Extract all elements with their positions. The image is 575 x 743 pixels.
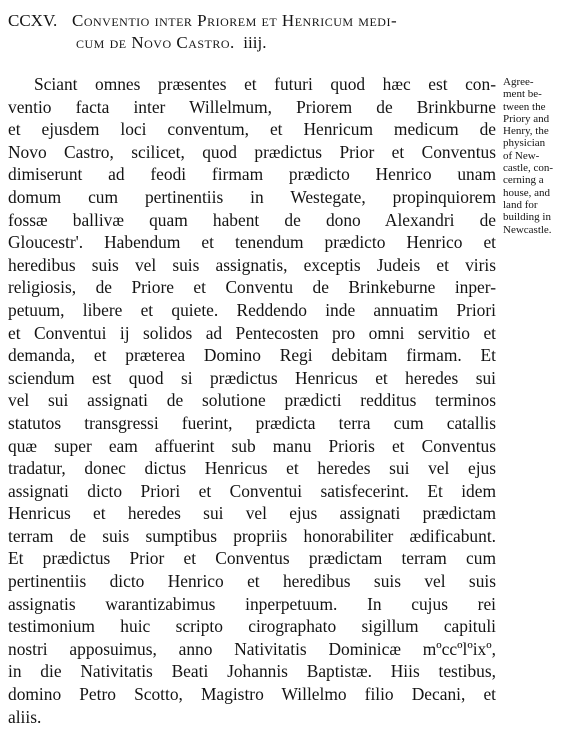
body-line: assignati dicto Priori et Conventui satisfecerint. Et idem bbox=[8, 480, 496, 501]
body-line: sciendum est quod si prædictus Henricus et heredes sui bbox=[8, 367, 496, 388]
sidenote-line: Priory and bbox=[503, 112, 550, 125]
body-line: statutos transgressi fuerint, prædicta terra cum catallis bbox=[8, 412, 496, 433]
body-line: Henricus et heredes sui vel ejus assignati prædictam bbox=[8, 503, 496, 524]
charter-title-line-1: Conventio inter Priorem et Henricum medi- bbox=[72, 11, 398, 30]
body-line: tradatur, donec dictus Henricus et heredes sui vel ejus bbox=[8, 458, 496, 479]
body-line: Gloucestr'. Habendum et tenendum prædicto Henrico et bbox=[8, 232, 496, 253]
body-line: Novo Castro, scilicet, quod prædictus Prior et Conventus bbox=[8, 141, 496, 162]
body-line: assignatis warantizabimus inperpetuum. In cujus rei bbox=[8, 593, 496, 614]
sidenote-line: Agree- bbox=[503, 76, 534, 88]
sidenote-line: castle, con- bbox=[503, 162, 554, 175]
charter-title-line-2-wrap bbox=[8, 32, 498, 54]
charter-title-line-2: cum de Novo Castro. bbox=[76, 33, 235, 52]
sidenote-line: physician bbox=[503, 137, 546, 150]
body-line: demanda, et præterea Domino Regi debitam firmam. Et bbox=[8, 345, 496, 366]
body-line: testimonium huic scripto cirographato sigillum capituli bbox=[8, 616, 496, 637]
body-line: fossæ ballivæ quam habent de dono Alexandri de bbox=[8, 209, 496, 230]
body-line: petuum, libere et quiete. Reddendo inde annuatim Priori bbox=[8, 299, 496, 320]
body-line: religiosis, de Priore et Conventu de Brinkeburne inper- bbox=[8, 277, 496, 298]
body-line: quæ super eam affuerint sub manu Prioris et Conventus bbox=[8, 435, 496, 456]
margin-sidenote bbox=[503, 76, 573, 236]
charter-heading bbox=[8, 10, 498, 54]
body-line: et ejusdem loci conventum, et Henricum medicum de bbox=[8, 119, 496, 140]
charter-title-suffix: iiij. bbox=[243, 33, 267, 52]
sidenote-line: house, and bbox=[503, 186, 551, 199]
body-line: in die Nativitatis Beati Johannis Baptistæ. Hiis testibus, bbox=[8, 661, 496, 682]
sidenote-line: tween the bbox=[503, 100, 546, 113]
body-line: pertinentiis dicto Henrico et heredibus suis vel suis bbox=[8, 571, 496, 592]
body-line: et Conventui ij solidos ad Pentecosten pro omni servitio et bbox=[8, 322, 496, 343]
sidenote-line: land for bbox=[503, 198, 538, 211]
body-line: vel sui assignati de solutione prædicti redditus terminos bbox=[8, 390, 496, 411]
body-line: domino Petro Scotto, Magistro Willelmo filio Decani, et bbox=[8, 684, 496, 705]
body-line: ventio facta inter Willelmum, Priorem de Brinkburne bbox=[8, 96, 496, 117]
sidenote-line: Newcastle. bbox=[503, 223, 552, 236]
body-line: Et prædictus Prior et Conventus prædictam terram cum bbox=[8, 548, 496, 569]
body-line: aliis. bbox=[8, 706, 42, 727]
body-line: terram de suis sumptibus propriis honorabiliter ædificabunt. bbox=[8, 525, 496, 546]
sidenote-line: ment be- bbox=[503, 88, 542, 101]
sidenote-line: building in bbox=[503, 211, 551, 224]
body-line: heredibus suis vel suis assignatis, exceptis Judeis et viris bbox=[8, 254, 496, 275]
body-line: Sciant omnes præsentes et futuri quod hæc est con- bbox=[34, 74, 496, 94]
charter-number: CCXV. bbox=[8, 11, 58, 30]
body-line: domum cum pertinentiis in Westegate, propinquiorem bbox=[8, 186, 496, 207]
sidenote-line: cerning a bbox=[503, 174, 544, 187]
sidenote-line: Henry, the bbox=[503, 125, 549, 138]
sidenote-line: of New- bbox=[503, 149, 540, 162]
body-line: dimiserunt ad feodi firmam prædicto Henrico unam bbox=[8, 164, 496, 185]
charter-body-text bbox=[8, 73, 496, 728]
body-line: nostri apposuimus, anno Nativitatis Dominicæ mºccºlºixº, bbox=[8, 638, 496, 659]
